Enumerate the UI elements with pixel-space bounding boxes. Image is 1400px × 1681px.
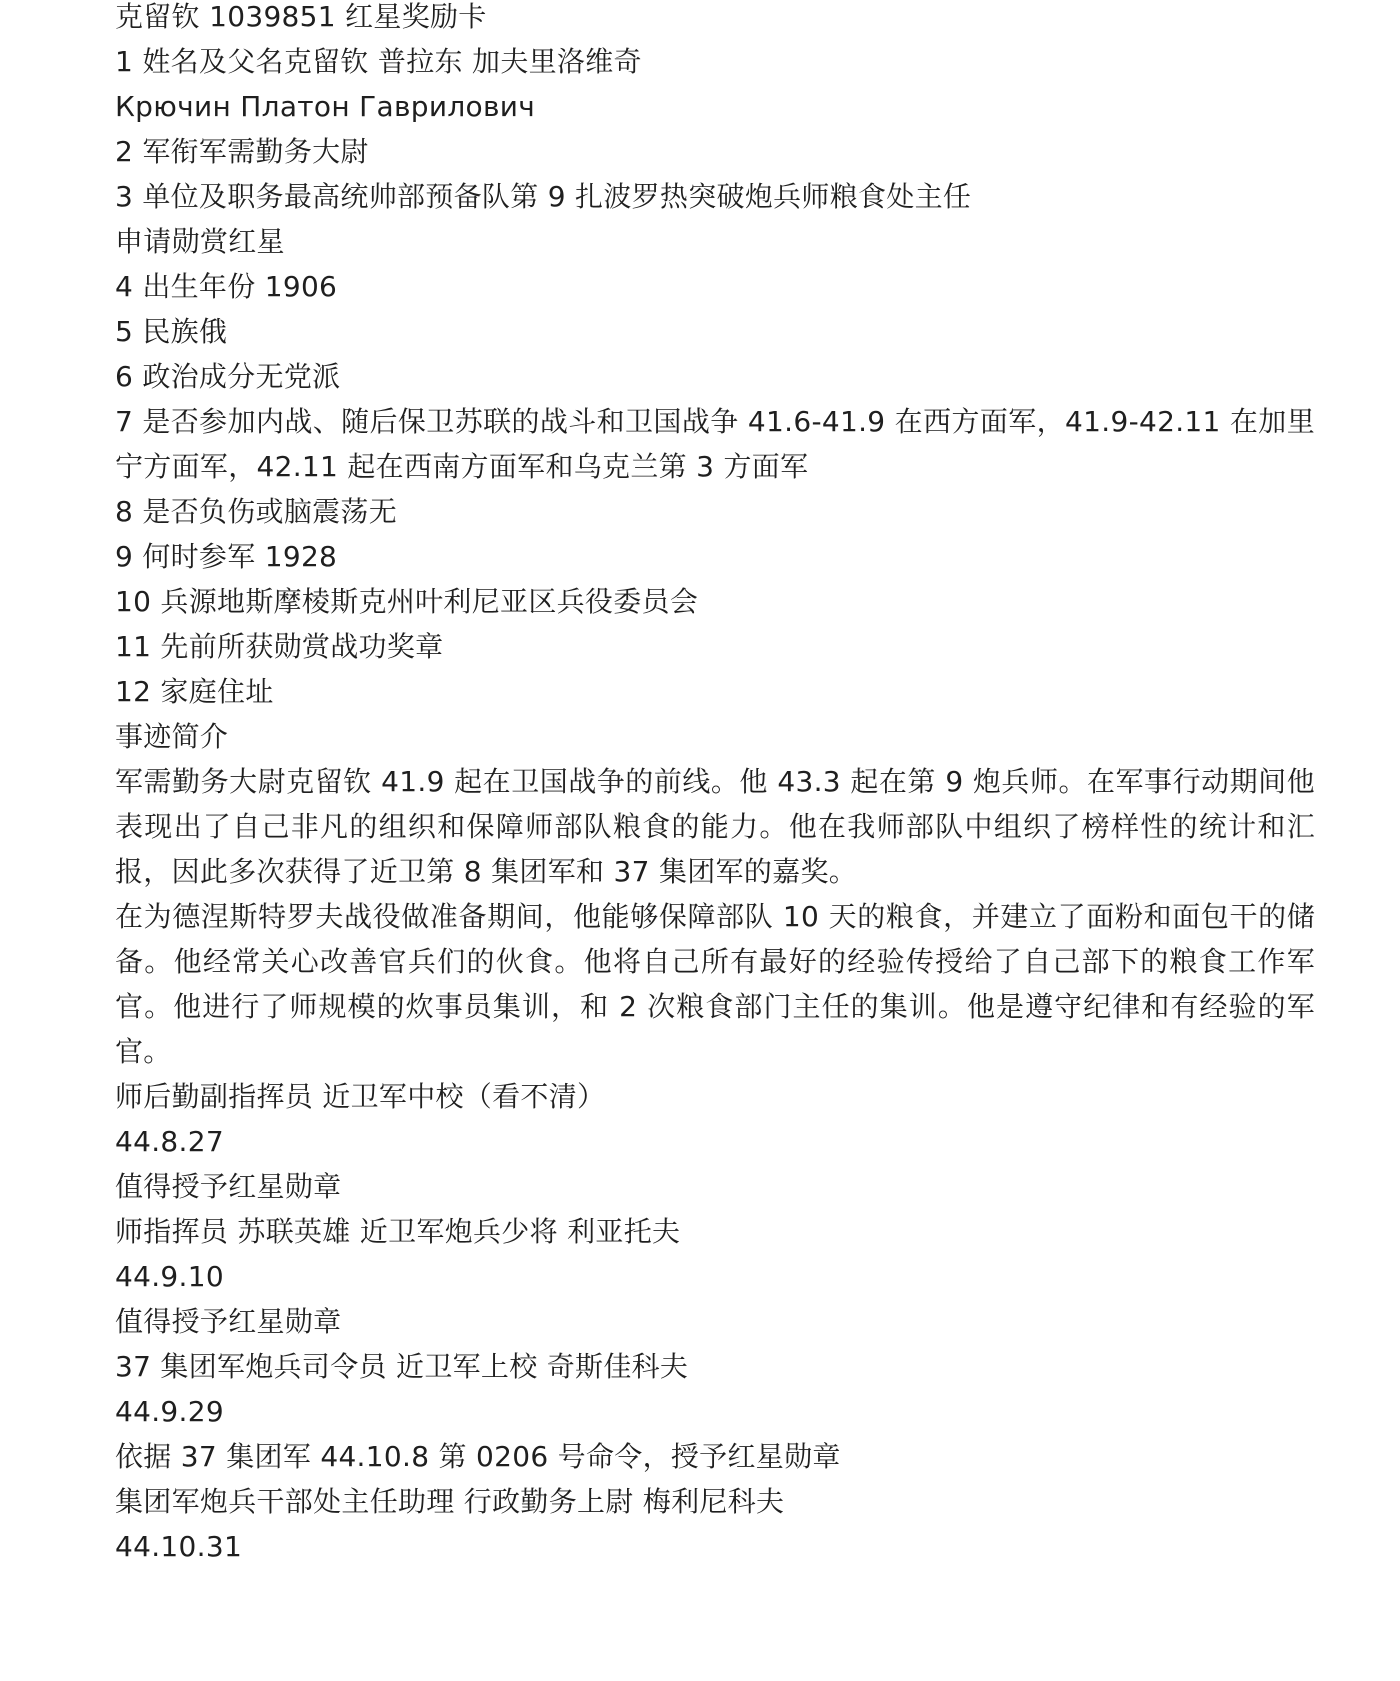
section-heading-deeds: 事迹简介 — [115, 720, 229, 753]
date-1: 44.8.27 — [115, 1125, 224, 1158]
field-award-requested: 申请勋赏红星 — [115, 225, 285, 258]
field-party: 6 政治成分无党派 — [115, 360, 341, 393]
field-draft-office: 10 兵源地斯摩棱斯克州叶利尼亚区兵役委员会 — [115, 585, 699, 618]
field-birth-year: 4 出生年份 1906 — [115, 270, 338, 303]
card-title: 克留钦 1039851 红星奖励卡 — [115, 0, 487, 33]
field-home-address: 12 家庭住址 — [115, 675, 274, 708]
field-previous-awards: 11 先前所获勋赏战功奖章 — [115, 630, 444, 663]
field-name: 1 姓名及父名克留钦 普拉东 加夫里洛维奇 — [115, 45, 642, 78]
field-rank: 2 军衔军需勤务大尉 — [115, 135, 369, 168]
recommendation-2: 值得授予红星勋章 — [115, 1305, 342, 1338]
date-2: 44.9.10 — [115, 1260, 224, 1293]
date-3: 44.9.29 — [115, 1395, 224, 1428]
field-unit-position: 3 单位及职务最高统帅部预备队第 9 扎波罗热突破炮兵师粮食处主任 — [115, 180, 972, 213]
award-order: 依据 37 集团军 44.10.8 第 0206 号命令，授予红星勋章 — [115, 1440, 841, 1473]
recommendation-1: 值得授予红星勋章 — [115, 1170, 342, 1203]
field-name-russian: Крючин Платон Гаврилович — [115, 90, 536, 123]
field-enlistment: 9 何时参军 1928 — [115, 540, 338, 573]
document-body — [115, 0, 1315, 1569]
signature-personnel-assistant: 集团军炮兵干部处主任助理 行政勤务上尉 梅利尼科夫 — [115, 1485, 785, 1518]
signature-army-artillery-commander: 37 集团军炮兵司令员 近卫军上校 奇斯佳科夫 — [115, 1350, 689, 1383]
deeds-paragraph-2: 在为德涅斯特罗夫战役做准备期间，他能够保障部队 10 天的粮食，并建立了面粉和面包干的储备。他经常关心改善官兵们的伙食。他将自己所有最好的经验传授给了自己部下的粮食工作军官。他进行了师规模的炊事员集训，和 2 次粮食部门主任的集训。他是遵守纪律和有经验的军官。 — [115, 900, 1315, 1068]
field-nationality: 5 民族俄 — [115, 315, 228, 348]
deeds-paragraph-1: 军需勤务大尉克留钦 41.9 起在卫国战争的前线。他 43.3 起在第 9 炮兵师。在军事行动期间他表现出了自己非凡的组织和保障师部队粮食的能力。他在我师部队中组织了榜样性的统计和汇报，因此多次获得了近卫第 8 集团军和 37 集团军的嘉奖。 — [115, 765, 1315, 888]
signature-division-commander: 师指挥员 苏联英雄 近卫军炮兵少将 利亚托夫 — [115, 1215, 681, 1248]
field-wounds: 8 是否负伤或脑震荡无 — [115, 495, 398, 528]
field-war-service: 7 是否参加内战、随后保卫苏联的战斗和卫国战争 41.6-41.9 在西方面军，41.9-42.11 在加里宁方面军，42.11 起在西南方面军和乌克兰第 3 方面军 — [115, 405, 1315, 483]
signature-logistics-deputy: 师后勤副指挥员 近卫军中校（看不清） — [115, 1080, 606, 1113]
date-4: 44.10.31 — [115, 1530, 243, 1563]
